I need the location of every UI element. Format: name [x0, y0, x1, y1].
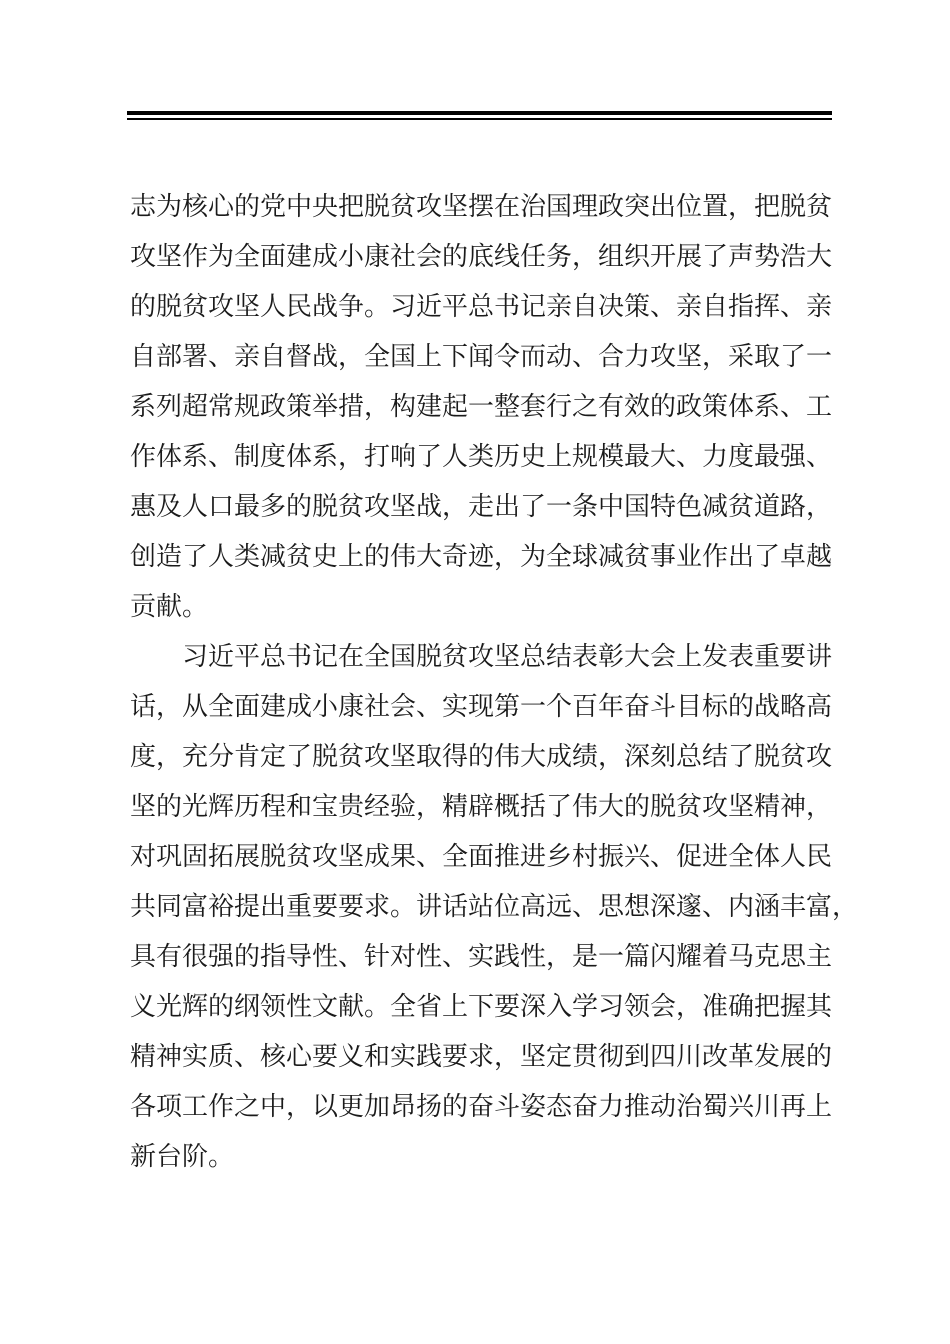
- text-line: 作体系、制度体系，打响了人类历史上规模最大、力度最强、: [130, 442, 833, 472]
- text-line: 贡献。: [130, 592, 209, 622]
- header-rule-thin: [127, 118, 832, 120]
- text-line: 习近平总书记在全国脱贫攻坚总结表彰大会上发表重要讲: [182, 642, 833, 672]
- text-line: 对巩固拓展脱贫攻坚成果、全面推进乡村振兴、促进全体人民: [130, 842, 833, 872]
- text-line: 志为核心的党中央把脱贫攻坚摆在治国理政突出位置，把脱贫: [130, 192, 833, 222]
- text-line: 共同富裕提出重要要求。讲话站位高远、思想深邃、内涵丰富，: [130, 892, 859, 922]
- text-line: 惠及人口最多的脱贫攻坚战，走出了一条中国特色减贫道路，: [130, 492, 833, 522]
- text-line: 具有很强的指导性、针对性、实践性，是一篇闪耀着马克思主: [130, 942, 833, 972]
- text-line: 坚的光辉历程和宝贵经验，精辟概括了伟大的脱贫攻坚精神，: [130, 792, 833, 822]
- text-line: 义光辉的纲领性文献。全省上下要深入学习领会，准确把握其: [130, 992, 833, 1022]
- text-line: 话，从全面建成小康社会、实现第一个百年奋斗目标的战略高: [130, 692, 833, 722]
- text-line: 各项工作之中，以更加昂扬的奋斗姿态奋力推动治蜀兴川再上: [130, 1092, 833, 1122]
- text-line: 自部署、亲自督战，全国上下闻令而动、合力攻坚，采取了一: [130, 342, 833, 372]
- header-rule-thick: [127, 111, 832, 115]
- text-line: 的脱贫攻坚人民战争。习近平总书记亲自决策、亲自指挥、亲: [130, 292, 833, 322]
- text-line: 精神实质、核心要义和实践要求，坚定贯彻到四川改革发展的: [130, 1042, 833, 1072]
- text-line: 新台阶。: [130, 1142, 235, 1172]
- text-line: 系列超常规政策举措，构建起一整套行之有效的政策体系、工: [130, 392, 833, 422]
- text-line: 度，充分肯定了脱贫攻坚取得的伟大成绩，深刻总结了脱贫攻: [130, 742, 833, 772]
- text-line: 创造了人类减贫史上的伟大奇迹，为全球减贫事业作出了卓越: [130, 542, 833, 572]
- text-line: 攻坚作为全面建成小康社会的底线任务，组织开展了声势浩大: [130, 242, 833, 272]
